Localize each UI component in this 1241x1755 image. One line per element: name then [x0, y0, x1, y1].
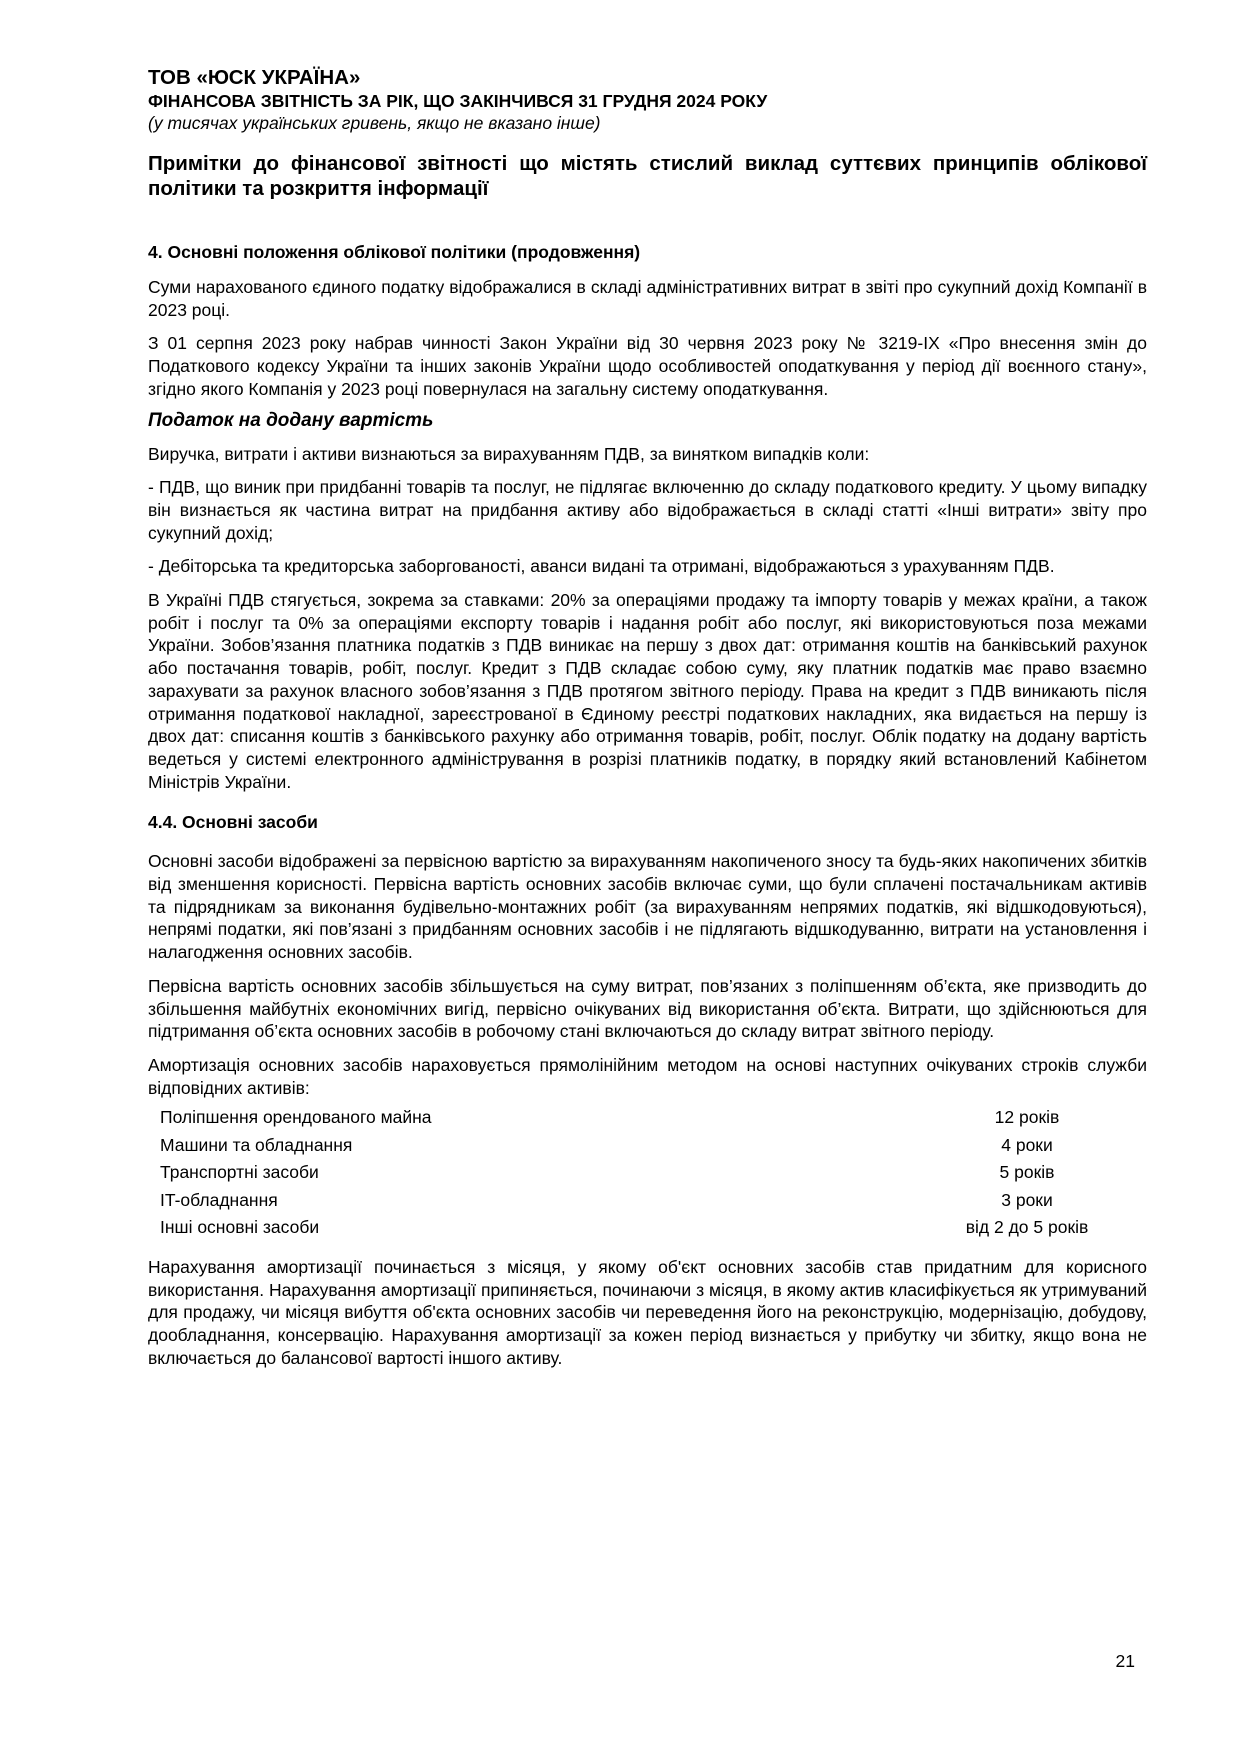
page-number: 21 — [1115, 1651, 1135, 1671]
section-4-title: 4. Основні положення облікової політики (продовження) — [148, 242, 641, 262]
table-row — [160, 1159, 1117, 1187]
document-page — [148, 66, 1147, 1369]
report-title: ФІНАНСОВА ЗВІТНІСТЬ ЗА РІК, ЩО ЗАКІНЧИВСЯ 31 ГРУДНЯ 2024 РОКУ — [148, 91, 768, 111]
useful-life: від 2 до 5 років — [965, 1217, 1089, 1238]
section-4-paragraph-2: З 01 серпня 2023 року набрав чинності Закон України від 30 червня 2023 року № 3219-IX «Про внесення змін до Податкового кодексу України та інших законів України щодо особливостей оподаткування у період дії воєнного стану», згідно якого Компанія у 2023 році повернулася на загальну систему оподаткування. — [148, 333, 1147, 399]
table-row — [160, 1104, 1117, 1132]
fixed-assets-paragraph-2: Первісна вартість основних засобів збільшується на суму витрат, пов’язаних з поліпшенням об’єкта, яке призводить до збільшення майбутніх економічних вигід, первісно очікуваних від використання об’єкта. Витрати, що здійснюються для підтримання об’єкта основних засобів в робочому стані включаються до складу витрат звітного періоду. — [148, 975, 1147, 1042]
table-row — [160, 1214, 1117, 1242]
company-name: ТОВ «ЮСК УКРАЇНА» — [148, 66, 361, 89]
asset-name: Інші основні засоби — [160, 1217, 320, 1238]
asset-name: Поліпшення орендованого майна — [160, 1107, 432, 1128]
useful-life: 12 років — [994, 1107, 1060, 1128]
notes-title: Примітки до фінансової звітності що містять стислий виклад суттєвих принципів облікової політики та розкриття інформації — [148, 152, 1147, 200]
fixed-assets-title: 4.4. Основні засоби — [148, 812, 318, 833]
table-row — [160, 1132, 1117, 1160]
asset-name: IT-обладнання — [160, 1189, 278, 1210]
fixed-assets-paragraph-3: Амортизація основних засобів нараховується прямолінійним методом на основі наступних очікуваних строків служби відповідних активів: — [148, 1054, 1147, 1098]
fixed-assets-paragraph-4: Нарахування амортизації починається з місяця, у якому об'єкт основних засобів став придатним для корисного використання. Нарахування амортизації припиняється, починаючи з місяця, в якому актив класифікується як утримуваний для продажу, чи місяця вибуття об'єкта основних засобів чи переведення його на реконструкцію, модернізацію, добудову, дообладнання, консервацію. Нарахування амортизації за кожен період визнається у прибутку чи збитку, якщо вона не включається до балансової вартості іншого активу. — [148, 1256, 1147, 1368]
useful-lives-table — [160, 1104, 1117, 1242]
vat-item-2: - Дебіторська та кредиторська заборгованості, аванси видані та отримані, відображаються з урахуванням ПДВ. — [148, 556, 1055, 577]
vat-item-1: - ПДВ, що виник при придбанні товарів та послуг, не підлягає включенню до складу податкового кредиту. У цьому випадку він визнається як частина витрат на придбання активу або відображається в складі статті «Інші витрати» звіту про сукупний дохід; — [148, 477, 1147, 543]
useful-life: 5 років — [999, 1162, 1055, 1183]
table-row — [160, 1187, 1117, 1215]
fixed-assets-paragraph-1: Основні засоби відображені за первісною вартістю за вирахуванням накопиченого зносу та будь-яких накопичених збитків від зменшення корисності. Первісна вартість основних засобів включає суми, що були сплачені постачальникам активів та підрядникам за виконання будівельно-монтажних робіт (за вирахуванням непрямих податків, які відшкодовуються), непрямі податки, які пов’язані з придбанням основних засобів і не підлягають відшкодуванню, витрати на установлення і налагодження основних засобів. — [148, 851, 1147, 963]
asset-name: Транспортні засоби — [160, 1162, 319, 1183]
vat-paragraph: В Україні ПДВ стягується, зокрема за ставками: 20% за операціями продажу та імпорту товарів у межах країни, а також робіт і послуг та 0% за операціями експорту товарів і надання робіт або послуг, які використовуються поза межами України. Зобов’язання платника податків з ПДВ виникає на першу з двох дат: отримання коштів на банківський рахунок або постачання товарів, робіт, послуг. Кредит з ПДВ складає собою суму, яку платник податків має право взаємно зарахувати за рахунок власного зобов’язання з ПДВ протягом звітного періоду. Права на кредит з ПДВ виникають після отримання податкової накладної, зареєстрованої в Єдиному реєстрі податкових накладних, яка видається на першу із двох дат: списання коштів з банківського рахунку або отримання товарів, робіт, послуг. Облік податку на додану вартість ведеться у системі електронного адміністрування в розрізі платників податку, в порядку який встановлений Кабінетом Міністрів України. — [148, 590, 1147, 792]
units-note: (у тисячах українських гривень, якщо не вказано інше) — [148, 113, 601, 133]
section-4-paragraph-1: Суми нарахованого єдиного податку відображалися в складі адміністративних витрат в звіті про сукупний дохід Компанії в 2023 році. — [148, 277, 1147, 320]
asset-name: Машини та обладнання — [160, 1134, 353, 1155]
vat-intro: Виручка, витрати і активи визнаються за вирахуванням ПДВ, за винятком випадків коли: — [148, 443, 870, 464]
useful-life: 3 роки — [1001, 1189, 1053, 1210]
vat-title: Податок на додану вартість — [148, 409, 434, 431]
useful-life: 4 роки — [1001, 1134, 1053, 1155]
